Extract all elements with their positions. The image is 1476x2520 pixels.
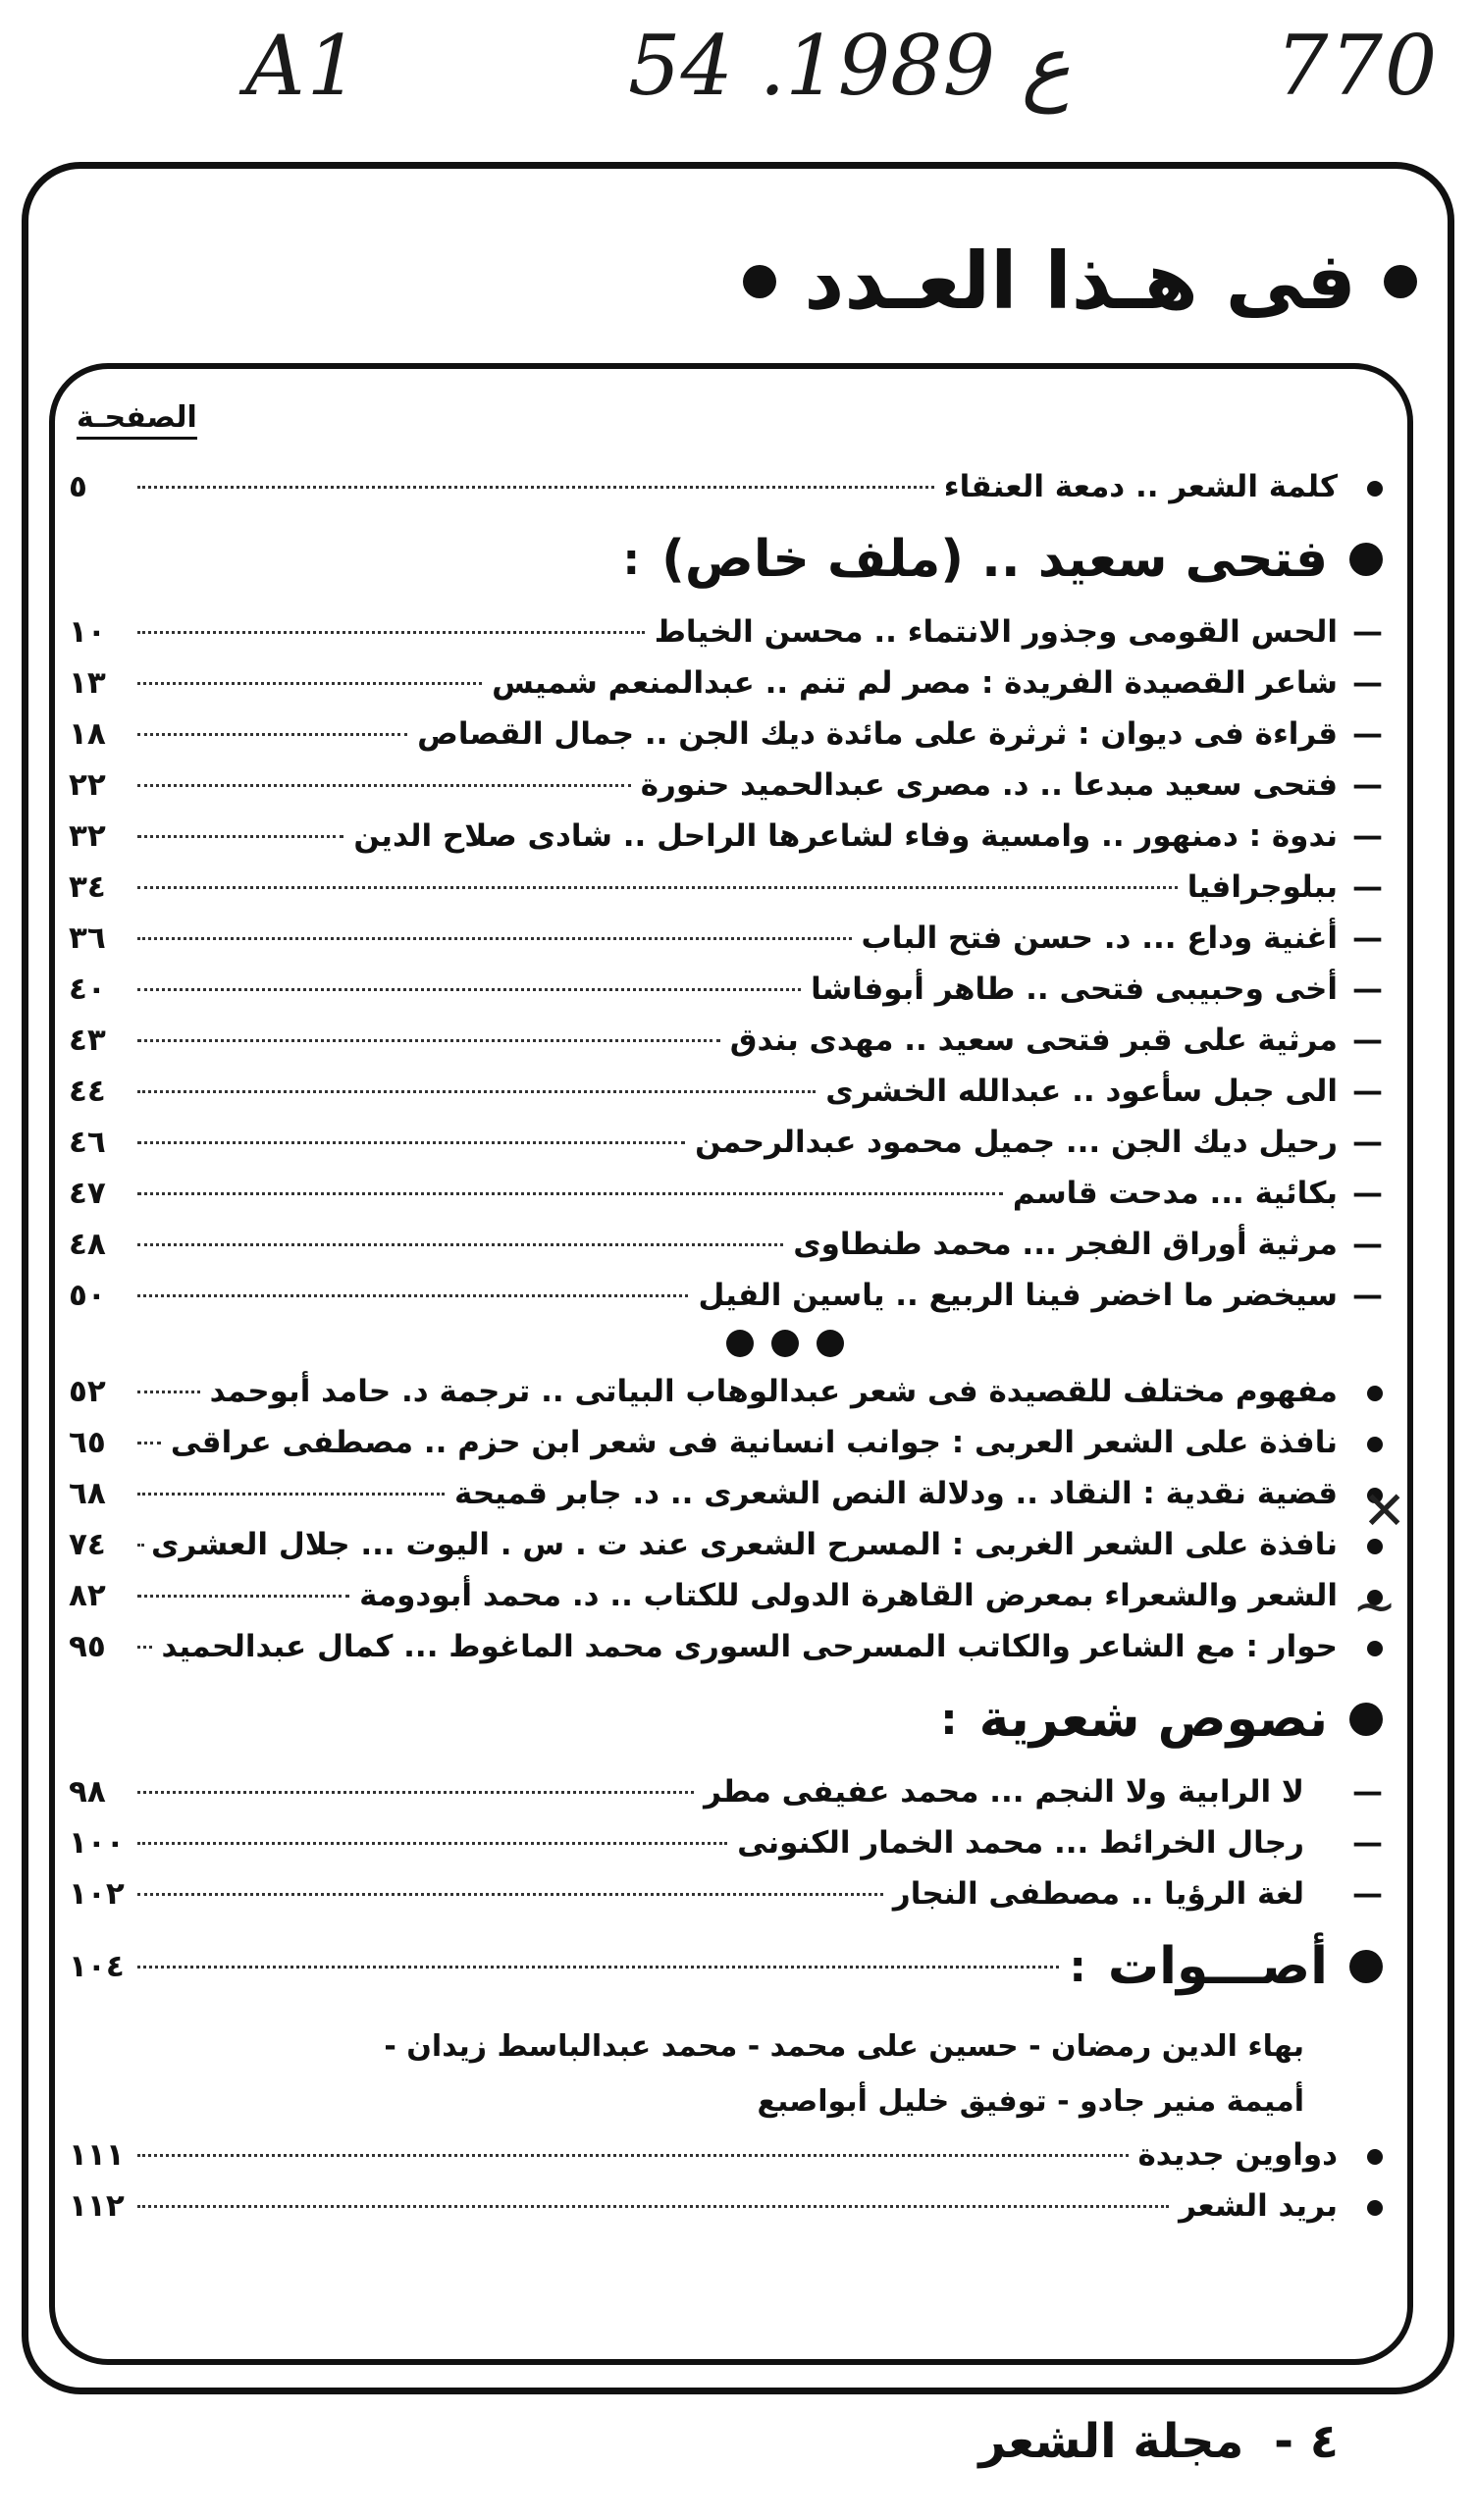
dot-leader bbox=[137, 1039, 720, 1042]
dot-leader bbox=[137, 1544, 141, 1547]
bullet-icon bbox=[1384, 265, 1417, 298]
toc-page: ٤٤ bbox=[69, 1074, 106, 1109]
toc-title: بريد الشعر bbox=[1179, 2188, 1338, 2224]
toc-row[interactable] bbox=[69, 2180, 1383, 2231]
bullet-icon bbox=[1349, 1703, 1383, 1736]
page-title bbox=[743, 236, 1417, 327]
voices-line: بهاء الدين رمضان - حسين على محمد - محمد عبدالباسط زيدان - bbox=[384, 2029, 1304, 2064]
toc-row[interactable]: — أخى وحبيبى فتحى .. طاهر أبوفاشا ٤٠ bbox=[69, 971, 1383, 1007]
dot-leader bbox=[137, 1442, 161, 1444]
toc-row[interactable] bbox=[69, 2129, 1383, 2180]
section-colon: : bbox=[1069, 1941, 1086, 1992]
toc-row[interactable] bbox=[69, 1621, 1383, 1672]
toc-title: حوار : مع الشاعر والكاتب المسرحى السورى محمد الماغوط ... كمال عبدالحميد bbox=[161, 1629, 1338, 1664]
toc-row[interactable]: — ندوة : دمنهور .. وامسية وفاء لشاعرها الراحل .. شادى صلاح الدين ٣٢ bbox=[69, 818, 1383, 854]
dot-leader bbox=[137, 486, 934, 489]
dot-leader bbox=[137, 733, 407, 736]
toc-page: ١٨ bbox=[69, 716, 106, 752]
footer bbox=[978, 2414, 1339, 2469]
toc-title: رحيل ديك الجن ... جميل محمود عبدالرحمن bbox=[695, 1125, 1338, 1160]
separator-dots bbox=[69, 1321, 1383, 1366]
footer-page-number: ٤ - bbox=[1274, 2414, 1339, 2469]
toc-title: الشعر والشعراء بمعرض القاهرة الدولى للكتاب .. د. محمد أبودومة bbox=[359, 1578, 1338, 1613]
dot-leader bbox=[137, 1294, 688, 1297]
dot-icon bbox=[771, 1330, 799, 1357]
section-colon: : bbox=[622, 534, 641, 585]
toc-row[interactable] bbox=[69, 1468, 1383, 1519]
section-title: فتحى سعيد .. (ملف خاص) bbox=[661, 530, 1328, 589]
handwritten-code: A1 bbox=[245, 18, 362, 114]
bullet-icon bbox=[743, 265, 776, 298]
toc-page: ١٣ bbox=[69, 665, 106, 701]
dot-leader bbox=[137, 631, 645, 634]
dot-leader bbox=[137, 1493, 445, 1496]
toc-row[interactable]: — رجال الخرائط ... محمد الخمار الكنونى ١٠٠ bbox=[69, 1825, 1383, 1861]
toc-title: لا الرابية ولا النجم ... محمد عفيفى مطر bbox=[704, 1774, 1304, 1810]
handwritten-tilde-mark-icon: ∼ bbox=[1352, 1575, 1397, 1637]
footer-magazine-name: مجلة الشعر bbox=[978, 2414, 1244, 2469]
dot-leader bbox=[137, 835, 343, 838]
handwritten-date: 54 .ع 1989 bbox=[628, 18, 1071, 114]
dot-leader bbox=[137, 1791, 694, 1794]
dot-leader bbox=[137, 937, 852, 940]
toc-row[interactable]: — سيخضر ما اخضر فينا الربيع .. ياسين الفيل ٥٠ bbox=[69, 1278, 1383, 1313]
toc-page: ٣٢ bbox=[69, 818, 106, 854]
toc-title: الحس القومى وجذور الانتماء .. محسن الخياط bbox=[654, 614, 1338, 650]
toc-page: ١٠٠ bbox=[69, 1825, 125, 1861]
toc-title: الى جبل سأعود .. عبدالله الخشرى bbox=[825, 1074, 1338, 1109]
toc-page: ٤٣ bbox=[69, 1023, 106, 1058]
toc-title: فتحى سعيد مبدعا .. د. مصرى عبدالحميد حنورة bbox=[640, 767, 1338, 803]
toc-row[interactable] bbox=[69, 1417, 1383, 1468]
toc-page: ٣٦ bbox=[69, 920, 106, 956]
toc-row[interactable]: — ببلوجرافيا ٣٤ bbox=[69, 869, 1383, 905]
bullet-icon bbox=[1367, 1386, 1383, 1401]
toc-page: ٩٥ bbox=[69, 1629, 106, 1664]
toc-page: ١٠٢ bbox=[69, 1876, 125, 1912]
toc-row[interactable]: — أغنية وداع ... د. حسن فتح الباب ٣٦ bbox=[69, 920, 1383, 956]
bullet-icon bbox=[1367, 2149, 1383, 2165]
toc-page: ٤٦ bbox=[69, 1125, 106, 1160]
toc-page: ٢٢ bbox=[69, 767, 106, 803]
dot-leader bbox=[137, 784, 631, 787]
toc-page: ١٠ bbox=[69, 614, 106, 650]
toc-row[interactable] bbox=[69, 1570, 1383, 1621]
bullet-icon bbox=[1349, 543, 1383, 576]
dot-leader bbox=[137, 1090, 816, 1093]
toc-row[interactable]: — بكائية ... مدحت قاسم ٤٧ bbox=[69, 1176, 1383, 1211]
toc-title: أغنية وداع ... د. حسن فتح الباب bbox=[861, 920, 1338, 956]
bullet-icon bbox=[1367, 481, 1383, 497]
dot-leader bbox=[137, 1141, 685, 1144]
dot-icon bbox=[817, 1330, 844, 1357]
toc-row[interactable]: — مرثية أوراق الفجر ... محمد طنطاوى ٤٨ bbox=[69, 1227, 1383, 1262]
dot-leader bbox=[137, 1893, 883, 1896]
section-title: نصوص شعرية bbox=[978, 1690, 1328, 1749]
toc-title: مرثية أوراق الفجر ... محمد طنطاوى bbox=[793, 1227, 1338, 1262]
section-title: أصـــوات bbox=[1107, 1937, 1328, 1996]
dot-leader bbox=[137, 1391, 200, 1393]
toc-title: ندوة : دمنهور .. وامسية وفاء لشاعرها الراحل .. شادى صلاح الدين bbox=[353, 818, 1338, 854]
dot-leader bbox=[137, 1595, 349, 1598]
toc-page: ٣٤ bbox=[69, 869, 106, 905]
section-colon: : bbox=[940, 1694, 958, 1745]
toc-title: مرثية على قبر فتحى سعيد .. مهدى بندق bbox=[729, 1023, 1338, 1058]
page-column-header: الصفحـة bbox=[77, 400, 197, 440]
dot-leader bbox=[137, 1192, 1003, 1195]
toc-row[interactable] bbox=[69, 461, 1383, 512]
toc-title: شاعر القصيدة الفريدة : مصر لم تنم .. عبدالمنعم شميس bbox=[492, 665, 1338, 701]
toc-page: ١١١ bbox=[69, 2137, 125, 2173]
toc-page: ٩٨ bbox=[69, 1774, 106, 1810]
toc-row[interactable]: — قراءة فى ديوان : ثرثرة على مائدة ديك الجن .. جمال القصاص ١٨ bbox=[69, 716, 1383, 752]
toc-page: ١٠٤ bbox=[69, 1949, 125, 1984]
dot-leader bbox=[137, 2205, 1169, 2208]
toc-row[interactable] bbox=[69, 1366, 1383, 1417]
toc-title: سيخضر ما اخضر فينا الربيع .. ياسين الفيل bbox=[698, 1278, 1338, 1313]
toc-row[interactable]: — فتحى سعيد مبدعا .. د. مصرى عبدالحميد حنورة ٢٢ bbox=[69, 767, 1383, 803]
toc-page: ٥٢ bbox=[69, 1374, 106, 1409]
toc-row[interactable]: — لغة الرؤيا .. مصطفى النجار ١٠٢ bbox=[69, 1876, 1383, 1912]
dot-leader bbox=[137, 1243, 783, 1246]
toc-title: لغة الرؤيا .. مصطفى النجار bbox=[892, 1876, 1304, 1912]
dot-icon bbox=[726, 1330, 754, 1357]
dot-leader bbox=[137, 682, 482, 685]
toc-page: ٨٢ bbox=[69, 1578, 106, 1613]
dot-leader bbox=[137, 988, 801, 991]
toc-title: كلمة الشعر .. دمعة العنقاء bbox=[943, 469, 1338, 504]
toc-title: قراءة فى ديوان : ثرثرة على مائدة ديك الجن .. جمال القصاص bbox=[417, 716, 1338, 752]
dot-leader bbox=[137, 886, 1178, 889]
toc-page: ١١٢ bbox=[69, 2188, 125, 2224]
dot-leader bbox=[137, 2154, 1129, 2157]
toc-row[interactable]: — مرثية على قبر فتحى سعيد .. مهدى بندق ٤٣ bbox=[69, 1023, 1383, 1058]
dot-leader bbox=[137, 1966, 1059, 1969]
voices-names bbox=[69, 2020, 1383, 2129]
toc-page: ٦٥ bbox=[69, 1425, 106, 1460]
bullet-icon bbox=[1367, 1641, 1383, 1656]
bullet-icon bbox=[1367, 1437, 1383, 1452]
handwritten-x-mark-icon: ✕ bbox=[1362, 1480, 1407, 1542]
bullet-icon bbox=[1349, 1950, 1383, 1983]
toc-title: مفهوم مختلف للقصيدة فى شعر عبدالوهاب البياتى .. ترجمة د. حامد أبوحمد bbox=[209, 1374, 1338, 1409]
section-heading-voices bbox=[69, 1919, 1383, 2014]
bullet-icon bbox=[1367, 2200, 1383, 2216]
toc-row[interactable]: — الى جبل سأعود .. عبدالله الخشرى ٤٤ bbox=[69, 1074, 1383, 1109]
toc-title: دواوين جديدة bbox=[1137, 2137, 1338, 2173]
dot-leader bbox=[137, 1646, 152, 1649]
toc-page: ٥ bbox=[69, 469, 87, 504]
toc-title: رجال الخرائط ... محمد الخمار الكنونى bbox=[737, 1825, 1304, 1861]
toc-page: ٦٨ bbox=[69, 1476, 106, 1511]
toc-page: ٤٧ bbox=[69, 1176, 106, 1211]
handwritten-number: 770 bbox=[1276, 18, 1440, 114]
toc-row[interactable]: — شاعر القصيدة الفريدة : مصر لم تنم .. عبدالمنعم شميس ١٣ bbox=[69, 665, 1383, 701]
toc-row[interactable]: — رحيل ديك الجن ... جميل محمود عبدالرحمن ٤٦ bbox=[69, 1125, 1383, 1160]
toc-page: ٥٠ bbox=[69, 1278, 106, 1313]
dot-leader bbox=[137, 1842, 727, 1845]
section-heading-poems bbox=[69, 1672, 1383, 1766]
page-title-text: فى هـذا العـدد bbox=[804, 236, 1356, 327]
toc-title: أخى وحبيبى فتحى .. طاهر أبوفاشا bbox=[811, 971, 1338, 1007]
toc-title: نافذة على الشعر الغربى : المسرح الشعرى عند ت . س . اليوت ... جلال العشرى bbox=[151, 1527, 1338, 1562]
voices-line: أميمة منير جادو - توفيق خليل أبواصبع bbox=[757, 2084, 1304, 2119]
toc-title: قضية نقدية : النقاد .. ودلالة النص الشعرى .. د. جابر قميحة bbox=[454, 1476, 1338, 1511]
toc-page: ٧٤ bbox=[69, 1527, 106, 1562]
toc-row[interactable]: — لا الرابية ولا النجم ... محمد عفيفى مطر ٩٨ bbox=[69, 1774, 1383, 1810]
section-heading-fathi bbox=[69, 512, 1383, 606]
toc-title: ببلوجرافيا bbox=[1186, 869, 1338, 905]
toc-title: نافذة على الشعر العربى : جوانب انسانية فى شعر ابن حزم .. مصطفى عراقى bbox=[170, 1425, 1338, 1460]
table-of-contents bbox=[69, 461, 1383, 2231]
toc-page: ٤٨ bbox=[69, 1227, 106, 1262]
toc-row[interactable]: — الحس القومى وجذور الانتماء .. محسن الخياط ١٠ bbox=[69, 614, 1383, 650]
toc-page: ٤٠ bbox=[69, 971, 106, 1007]
toc-row[interactable] bbox=[69, 1519, 1383, 1570]
toc-title: بكائية ... مدحت قاسم bbox=[1012, 1176, 1338, 1211]
